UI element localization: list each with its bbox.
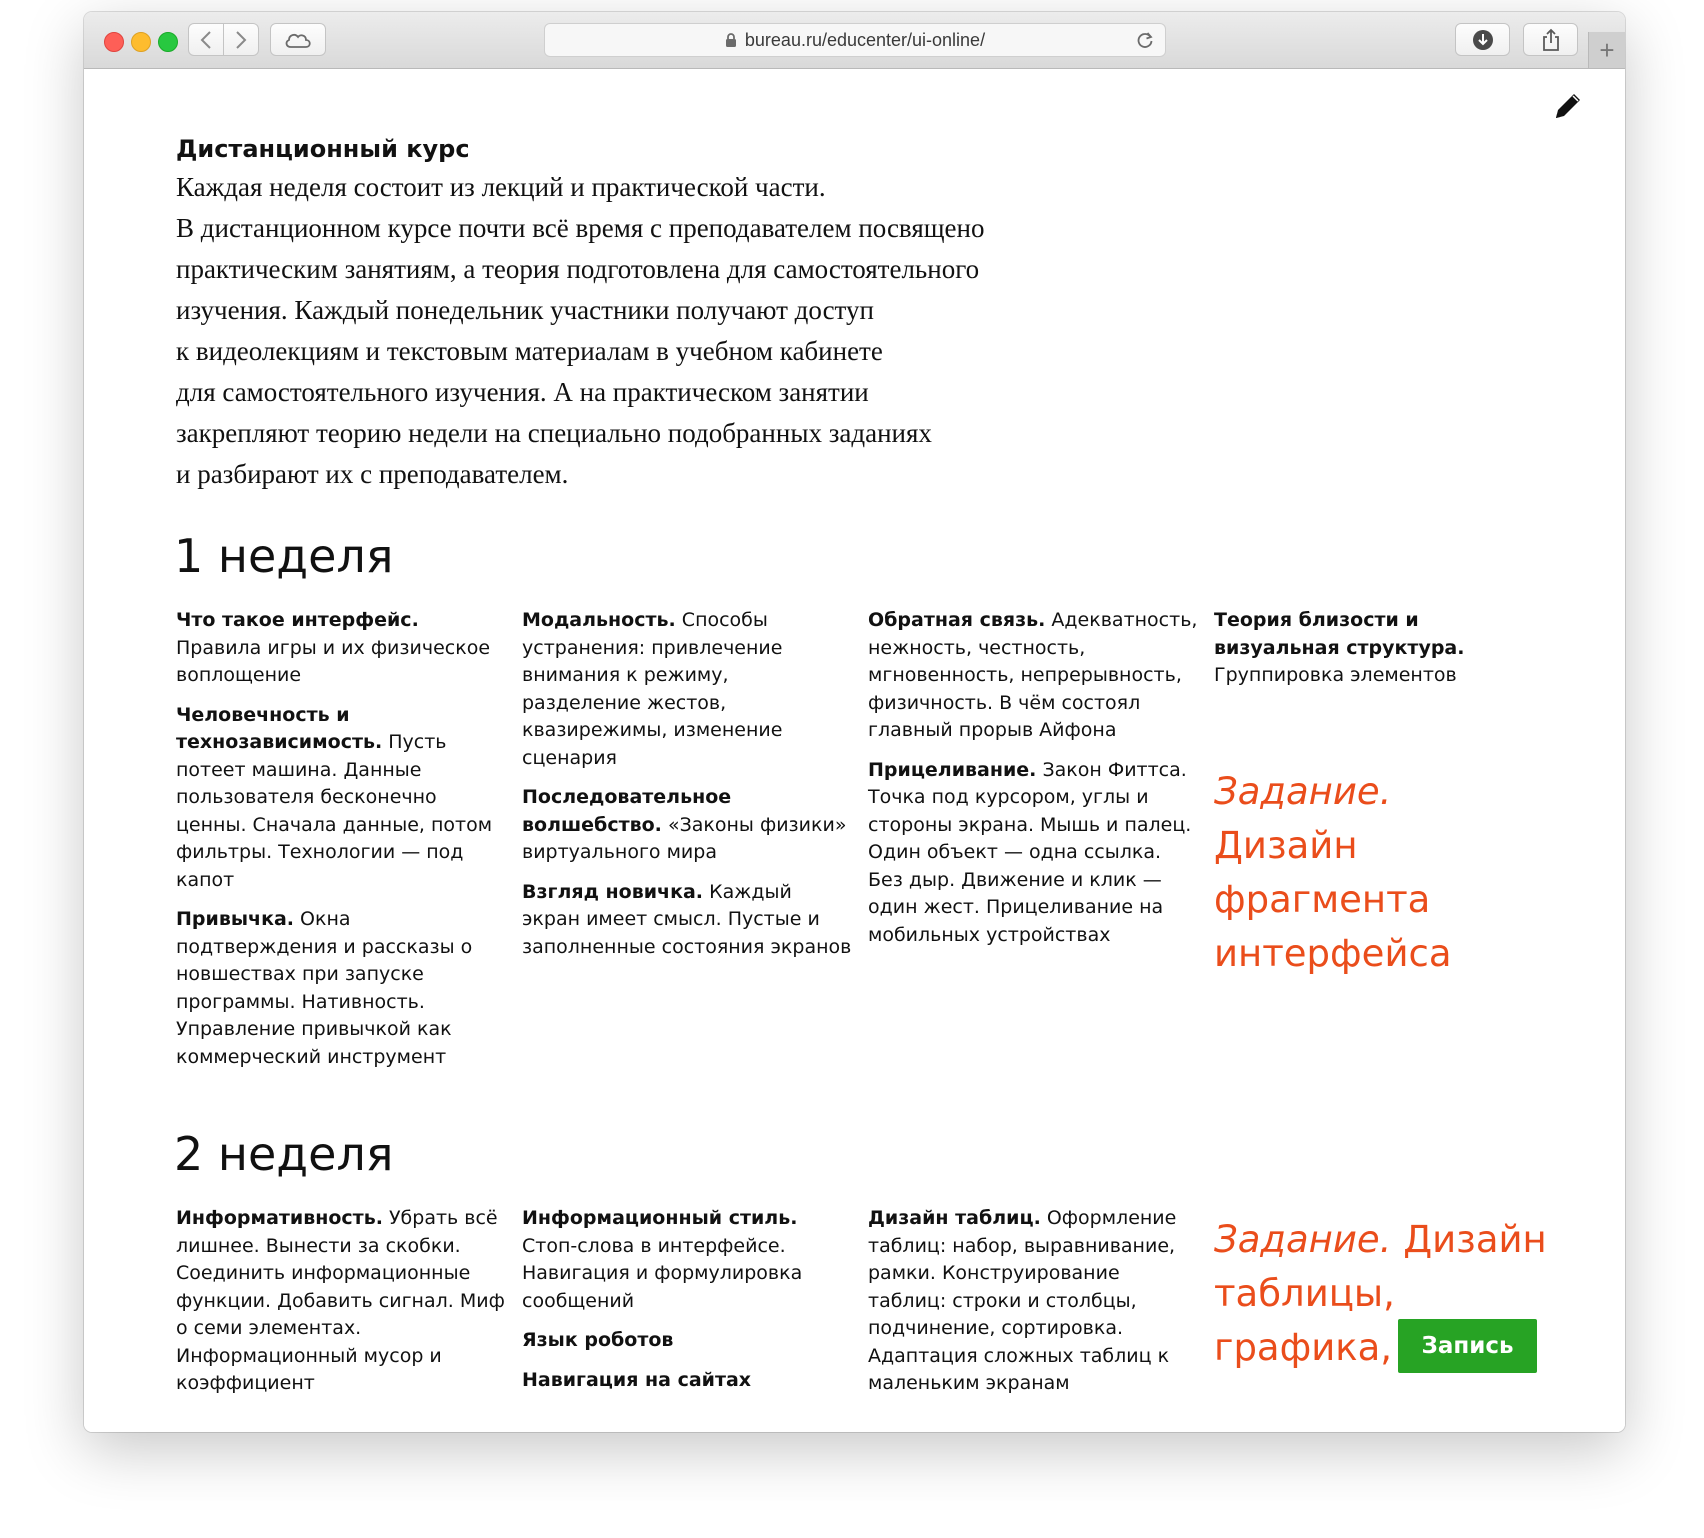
topic-title: Язык роботов — [522, 1329, 674, 1351]
topic-text: «Законы физики» виртуального мира — [522, 813, 847, 863]
signup-button[interactable]: Запись — [1398, 1319, 1537, 1373]
week-1-task — [1214, 765, 1544, 981]
back-icon — [200, 30, 212, 50]
topic-item — [522, 784, 852, 867]
browser-window — [84, 12, 1625, 1432]
topic-item — [176, 607, 506, 690]
topic-item — [1214, 607, 1544, 690]
new-tab-button[interactable] — [1588, 32, 1625, 68]
topic-item — [868, 1205, 1198, 1398]
week-1-column-3 — [868, 607, 1198, 961]
cloud-icon — [284, 31, 312, 49]
week-2-column-1 — [176, 1205, 506, 1410]
topic-text: Адекватность, нежность, честность, мгновенность, непрерывность, физичность. В чём состоял главный прорыв Айфона — [868, 609, 1198, 741]
topic-text: Каждый экран имеет смысл. Пустые и заполненные состояния экранов — [522, 880, 852, 958]
topic-title: Прицеливание. — [868, 758, 1037, 781]
share-button[interactable] — [1523, 23, 1578, 56]
task-text: Дизайн таблицы, графика, — [1214, 1218, 1547, 1369]
topic-title: Дизайн таблиц. — [868, 1207, 1041, 1229]
topic-title: Модальность. — [522, 609, 676, 631]
topic-text: Оформление таблиц: набор, выравнивание, рамки. Конструирование таблиц: строки и столбцы, подчинение, сортировка. Адаптация сложных таблиц к маленьким экранам — [868, 1207, 1177, 1394]
topic-item — [868, 607, 1198, 745]
minimize-window-button[interactable] — [131, 32, 151, 52]
topic-title: Человечность и технозависимость. — [176, 703, 383, 753]
topic-item — [522, 879, 852, 962]
topic-item — [522, 1205, 852, 1315]
topic-title: Взгляд новичка. — [522, 880, 704, 903]
week-2-task — [1214, 1213, 1554, 1377]
forward-icon — [235, 30, 247, 50]
topic-item — [176, 1205, 506, 1398]
week-1-column-4 — [1214, 607, 1544, 702]
topic-item — [522, 1327, 852, 1355]
topic-title: Информационный стиль. — [522, 1207, 798, 1229]
task-text: Дизайн фрагмента интерфейса — [1214, 824, 1452, 975]
intro-title: Дистанционный курс — [176, 135, 470, 163]
lock-icon — [725, 32, 737, 48]
topic-title: Обратная связь. — [868, 609, 1046, 631]
topic-text: Правила игры и их физическое воплощение — [176, 636, 491, 686]
topic-title: Что такое интерфейс. — [176, 609, 419, 631]
topic-title: Информативность. — [176, 1207, 383, 1229]
topic-text: Группировка элементов — [1214, 664, 1457, 686]
topic-title: Навигация на сайтах — [522, 1368, 752, 1391]
back-button[interactable] — [188, 23, 224, 56]
topic-text: Пусть потеет машина. Данные пользователя бесконечно ценны. Сначала данные, потом фильтры. Технологии — под капот — [176, 731, 493, 891]
plus-icon: + — [1599, 34, 1615, 65]
intro-text: Каждая неделя состоит из лекций и практической части. В дистанционном курсе почти всё время с преподавателем посвящено практическим занятиям, а теория подготовлена для самостоятельного изучения. Каждый понедельник участники получают доступ к видеолекциям и текстовым материалам в учебном кабинете для самостоятельного изучения. А на практическом занятии закрепляют теорию недели на специально подобранных заданиях и разбирают их с преподавателем. — [176, 172, 985, 489]
intro-section — [176, 131, 1176, 495]
topic-text: Окна подтверждения и рассказы о новшествах при запуске программы. Нативность. Управление привычкой как коммерческий инструмент — [176, 908, 473, 1068]
pencil-icon[interactable] — [1551, 89, 1585, 127]
topic-text: Способы устранения: привлечение внимания к режиму, разделение жестов, квазирежимы, изменение сценария — [522, 609, 783, 769]
week-1-column-2 — [522, 607, 852, 973]
week-2-column-2 — [522, 1205, 852, 1406]
topic-item — [176, 906, 506, 1071]
topic-title: Привычка. — [176, 908, 294, 930]
topic-text: Закон Фиттса. Точка под курсором, углы и стороны экрана. Мышь и палец. Один объект — одна ссылка. Без дыр. Движение и клик — один жест. Прицеливание на мобильных устройствах — [868, 758, 1192, 946]
week-2-column-3 — [868, 1205, 1198, 1410]
forward-button[interactable] — [223, 23, 259, 56]
topic-text: Стоп-слова в интерфейсе. Навигация и формулировка сообщений — [522, 1234, 803, 1312]
zoom-window-button[interactable] — [158, 32, 178, 52]
topic-title: Последовательное волшебство. — [522, 786, 732, 836]
week-1-column-1 — [176, 607, 506, 1083]
task-label: Задание. — [1214, 770, 1392, 813]
page-content — [84, 69, 1625, 1432]
share-icon — [1541, 28, 1561, 52]
task-label: Задание. — [1214, 1218, 1392, 1261]
topic-title: Теория близости и визуальная структура. — [1214, 609, 1465, 659]
address-bar[interactable] — [544, 23, 1166, 57]
downloads-button[interactable] — [1455, 23, 1510, 56]
topic-item — [176, 702, 506, 895]
topic-item — [522, 1367, 852, 1395]
topic-item — [522, 607, 852, 772]
week-1-title: 1 неделя — [174, 529, 394, 583]
topic-item — [868, 757, 1198, 950]
topic-text: Убрать всё лишнее. Вынести за скобки. Соединить информационные функции. Добавить сигнал. Миф о семи элементах. Информационный мусор и коэффициент — [176, 1207, 505, 1394]
url-text: bureau.ru/educenter/ui-online/ — [744, 29, 986, 50]
download-icon — [1472, 29, 1494, 51]
browser-toolbar — [84, 12, 1625, 69]
close-window-button[interactable] — [104, 32, 124, 52]
week-2-title: 2 неделя — [174, 1127, 394, 1181]
reload-icon[interactable] — [1135, 30, 1155, 50]
icloud-tabs-button[interactable] — [270, 23, 326, 56]
